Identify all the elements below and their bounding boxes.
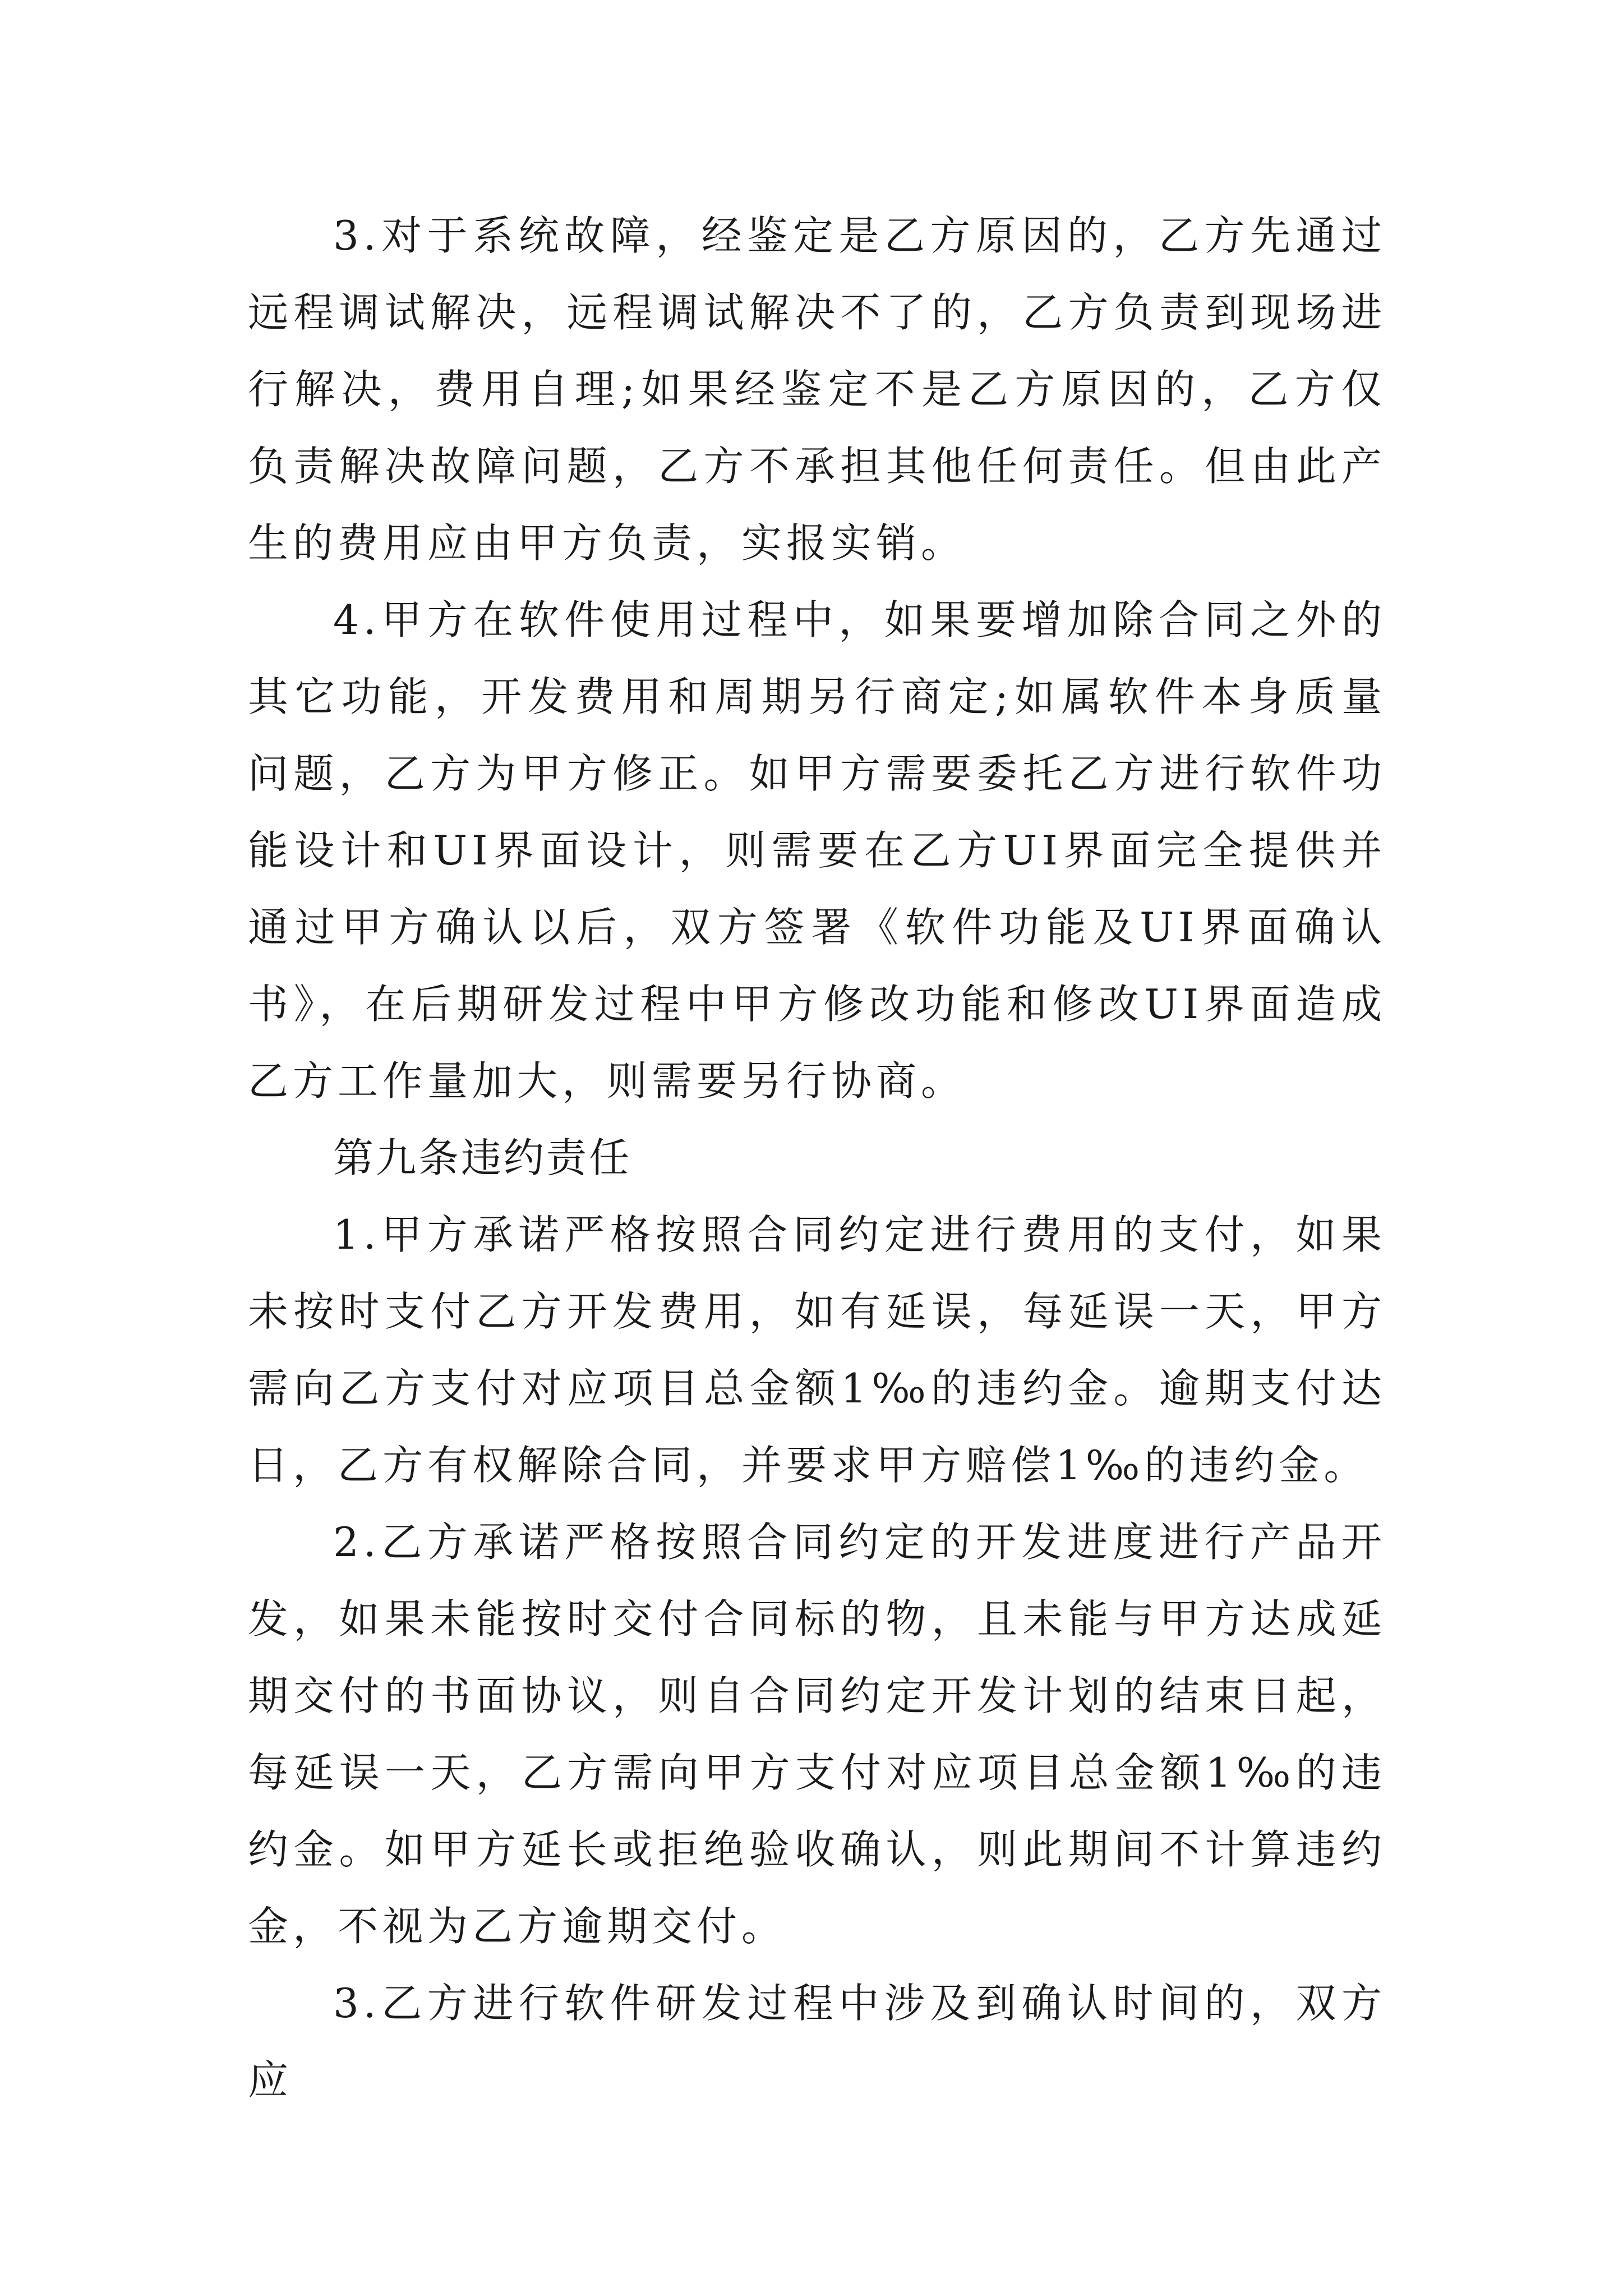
paragraph-system-fault: 3.对于系统故障，经鉴定是乙方原因的，乙方先通过远程调试解决，远程调试解决不了的，乙方负责到现场进行解决，费用自理;如果经鉴定不是乙方原因的，乙方仅负责解决故障问题，乙方不承担其他任何责任。但由此产生的费用应由甲方负责，实报实销。	[248, 212, 1386, 567]
paragraph-additional-features: 4.甲方在软件使用过程中，如果要增加除合同之外的其它功能，开发费用和周期另行商定;如属软件本身质量问题，乙方为甲方修正。如甲方需要委托乙方进行软件功能设计和UI界面设计，则需要在乙方UI界面完全提供并通过甲方确认以后，双方签署《软件功能及UI界面确认书》，在后期研发过程中甲方修改功能和修改UI界面造成乙方工作量加大，则需要另行协商。	[248, 596, 1386, 1105]
document-body	[248, 197, 1386, 2119]
paragraph-party-b-delivery: 2.乙方承诺严格按照合同约定的开发进度进行产品开发，如果未能按时交付合同标的物，且未能与甲方达成延期交付的书面协议，则自合同约定开发计划的结束日起，每延误一天，乙方需向甲方支付对应项目总金额1‰的违约金。如甲方延长或拒绝验收确认，则此期间不计算违约金，不视为乙方逾期交付。	[248, 1519, 1386, 1950]
section-heading-breach-liability: 第九条违约责任	[333, 1134, 632, 1181]
paragraph-party-a-payment: 1.甲方承诺严格按照合同约定进行费用的支付，如果未按时支付乙方开发费用，如有延误，每延误一天，甲方需向乙方支付对应项目总金额1‰的违约金。逾期支付达日，乙方有权解除合同，并要求甲方赔偿1‰的违约金。	[248, 1211, 1386, 1489]
paragraph-confirmation-time: 3.乙方进行软件研发过程中涉及到确认时间的，双方应	[248, 1980, 1386, 2104]
